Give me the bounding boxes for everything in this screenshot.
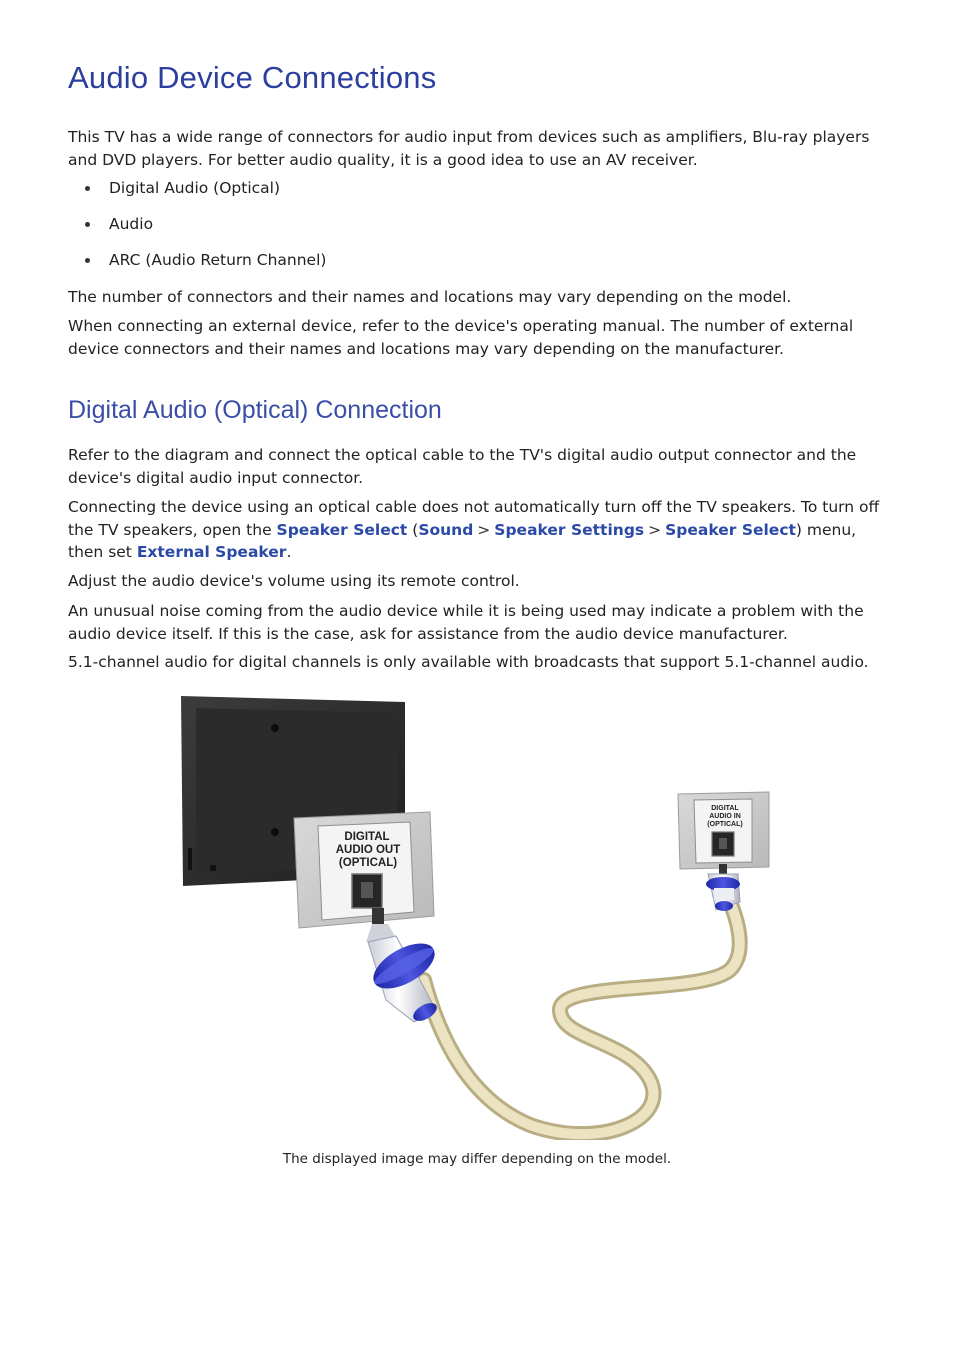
digital-audio-in-panel [678, 792, 769, 869]
page-title: Audio Device Connections [68, 60, 437, 95]
in-label-line1: DIGITAL [711, 805, 739, 812]
external-speaker-link[interactable]: External Speaker [136, 543, 287, 561]
intro-paragraph: This TV has a wide range of connectors for audio input from devices such as amplifiers, Blu-ray players and DVD players. For better audio quality, it is a good idea to use an AV receiver. [68, 128, 870, 169]
diagram-caption: The displayed image may differ depending on the model. [282, 1151, 672, 1167]
connectors-note: The number of connectors and their names and locations may vary depending on the model. [68, 288, 792, 306]
digital-audio-out-panel [294, 812, 434, 928]
speakers-paragraph: Connecting the device using an optical cable does not automatically turn off the TV speakers. To turn off the TV speakers, open the Speaker Select (Sound > Speaker Settings > Speaker Select) menu, then set External Speaker. [68, 498, 880, 561]
volume-paragraph: Adjust the audio device's volume using its remote control. [68, 572, 520, 590]
speaker-select-link[interactable]: Speaker Select [276, 520, 408, 539]
in-label-line2: AUDIO IN [709, 813, 741, 820]
in-label-line3: (OPTICAL) [707, 821, 743, 828]
optical-cable [424, 885, 740, 1134]
channel-paragraph: 5.1-channel audio for digital channels is only available with broadcasts that support 5.1-channel audio. [68, 653, 869, 671]
out-label-line1: DIGITAL [344, 831, 390, 843]
menu-separator: > [477, 520, 491, 539]
speaker-settings-link[interactable]: Speaker Settings [494, 520, 645, 539]
connector-list [68, 177, 326, 285]
refer-diagram-paragraph: Refer to the diagram and connect the optical cable to the TV's digital audio output connector and the device's digital audio input connector. [68, 446, 857, 487]
external-device-note: When connecting an external device, refer to the device's operating manual. The number of external device connectors and their names and locations may vary depending on the manufacturer. [68, 317, 854, 358]
speaker-select-link[interactable]: Speaker Select [665, 520, 796, 539]
section-title: Digital Audio (Optical) Connection [68, 396, 442, 424]
list-item: Digital Audio (Optical) [68, 177, 326, 213]
out-label-line3: (OPTICAL) [338, 857, 398, 869]
noise-paragraph: An unusual noise coming from the audio device while it is being used may indicate a problem with the audio device itself. If this is the case, ask for assistance from the audio device manufacturer. [68, 602, 864, 643]
sound-link[interactable]: Sound [418, 520, 474, 539]
optical-connection-diagram [0, 680, 954, 1140]
menu-separator: > [648, 520, 662, 539]
list-item: ARC (Audio Return Channel) [68, 249, 326, 285]
optical-plug-device [706, 864, 740, 911]
list-item: Audio [68, 213, 326, 249]
optical-plug-tv [366, 908, 442, 1025]
out-label-line2: AUDIO OUT [335, 844, 401, 856]
